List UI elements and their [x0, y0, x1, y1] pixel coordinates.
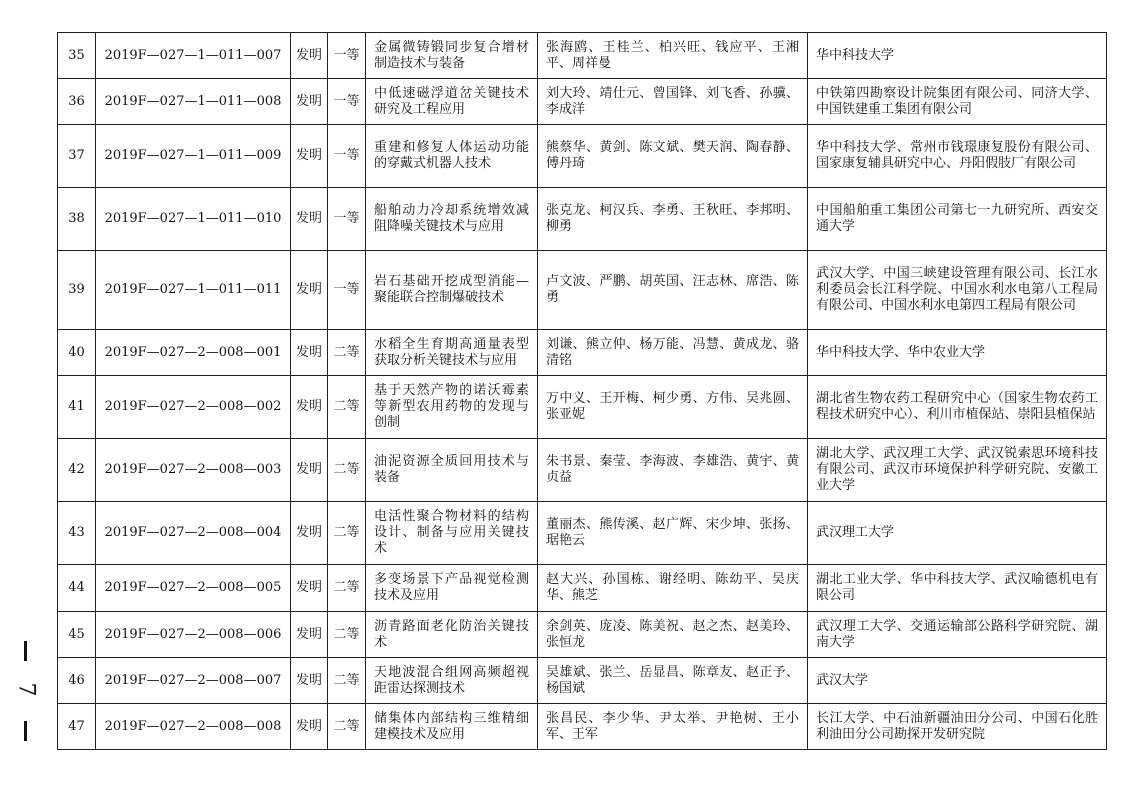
contributors-cell: 张克龙、柯汉兵、李勇、王秋旺、李邦明、柳勇 [538, 188, 808, 251]
registration-code-cell: 2019F—027—1—011—008 [96, 79, 291, 125]
row-number-cell: 35 [58, 33, 96, 79]
project-name-cell: 基于天然产物的诺沃霉素等新型农用药物的发现与创制 [366, 376, 538, 439]
page-number [12, 641, 40, 741]
award-type-cell: 发明 [291, 502, 328, 565]
registration-code-cell: 2019F—027—1—011—009 [96, 125, 291, 188]
contributors-cell: 余剑英、庞凌、陈美祝、赵之杰、赵美玲、张恒龙 [538, 612, 808, 658]
row-number-cell: 40 [58, 330, 96, 376]
award-table [57, 32, 1107, 750]
registration-code-cell: 2019F—027—1—011—010 [96, 188, 291, 251]
registration-code-cell: 2019F—027—2—008—005 [96, 565, 291, 612]
project-name-cell: 多变场景下产品视觉检测技术及应用 [366, 565, 538, 612]
table-row [58, 376, 1107, 439]
contributors-cell: 张昌民、李少华、尹太举、尹艳树、王小军、王军 [538, 704, 808, 750]
row-number-cell: 41 [58, 376, 96, 439]
row-number-cell: 46 [58, 658, 96, 704]
registration-code-cell: 2019F—027—2—008—001 [96, 330, 291, 376]
contributors-cell: 赵大兴、孙国栋、谢经明、陈幼平、吴庆华、熊芝 [538, 565, 808, 612]
registration-code-cell: 2019F—027—2—008—003 [96, 439, 291, 502]
award-type-cell: 发明 [291, 188, 328, 251]
project-name-cell: 重建和修复人体运动功能的穿戴式机器人技术 [366, 125, 538, 188]
row-number-cell: 37 [58, 125, 96, 188]
table-row [58, 565, 1107, 612]
table-row [58, 79, 1107, 125]
project-name-cell: 岩石基础开挖成型消能—聚能联合控制爆破技术 [366, 251, 538, 330]
table-row [58, 251, 1107, 330]
organizations-cell: 武汉理工大学 [808, 502, 1107, 565]
row-number-cell: 38 [58, 188, 96, 251]
contributors-cell: 熊蔡华、黄剑、陈文斌、樊天润、陶春静、傅丹琦 [538, 125, 808, 188]
contributors-cell: 朱书景、秦莹、李海波、李雄浩、黄宇、黄贞益 [538, 439, 808, 502]
project-name-cell: 天地波混合组网高频超视距雷达探测技术 [366, 658, 538, 704]
registration-code-cell: 2019F—027—2—008—006 [96, 612, 291, 658]
project-name-cell: 储集体内部结构三维精细建模技术及应用 [366, 704, 538, 750]
contributors-cell: 董丽杰、熊传溪、赵广辉、宋少坤、张扬、琚艳云 [538, 502, 808, 565]
award-grade-cell: 二等 [328, 565, 366, 612]
project-name-cell: 中低速磁浮道岔关键技术研究及工程应用 [366, 79, 538, 125]
award-grade-cell: 一等 [328, 125, 366, 188]
table-row [58, 330, 1107, 376]
registration-code-cell: 2019F—027—2—008—008 [96, 704, 291, 750]
contributors-cell: 张海鸥、王桂兰、柏兴旺、钱应平、王湘平、周祥曼 [538, 33, 808, 79]
project-name-cell: 金属微铸锻同步复合增材制造技术与装备 [366, 33, 538, 79]
award-grade-cell: 一等 [328, 33, 366, 79]
award-grade-cell: 二等 [328, 658, 366, 704]
award-grade-cell: 二等 [328, 376, 366, 439]
award-type-cell: 发明 [291, 704, 328, 750]
contributors-cell: 刘大玲、靖仕元、曾国锋、刘飞香、孙骥、李成洋 [538, 79, 808, 125]
table-row [58, 188, 1107, 251]
organizations-cell: 武汉理工大学、交通运输部公路科学研究院、湖南大学 [808, 612, 1107, 658]
organizations-cell: 湖北省生物农药工程研究中心（国家生物农药工程技术研究中心）、利川市植保站、崇阳县植保站 [808, 376, 1107, 439]
organizations-cell: 华中科技大学、常州市钱璟康复股份有限公司、国家康复辅具研究中心、丹阳假肢厂有限公司 [808, 125, 1107, 188]
award-type-cell: 发明 [291, 565, 328, 612]
page-number-dash-top [24, 641, 27, 661]
registration-code-cell: 2019F—027—2—008—004 [96, 502, 291, 565]
row-number-cell: 47 [58, 704, 96, 750]
award-grade-cell: 二等 [328, 612, 366, 658]
award-type-cell: 发明 [291, 439, 328, 502]
page-number-dash-bottom [24, 721, 27, 741]
table-row [58, 125, 1107, 188]
row-number-cell: 45 [58, 612, 96, 658]
contributors-cell: 万中义、王开梅、柯少勇、方伟、吴兆圆、张亚妮 [538, 376, 808, 439]
award-type-cell: 发明 [291, 33, 328, 79]
table-row [58, 439, 1107, 502]
award-grade-cell: 一等 [328, 188, 366, 251]
table-row [58, 33, 1107, 79]
project-name-cell: 电活性聚合物材料的结构设计、制备与应用关键技术 [366, 502, 538, 565]
row-number-cell: 44 [58, 565, 96, 612]
table-row [58, 612, 1107, 658]
award-type-cell: 发明 [291, 612, 328, 658]
award-grade-cell: 二等 [328, 502, 366, 565]
award-grade-cell: 二等 [328, 439, 366, 502]
row-number-cell: 39 [58, 251, 96, 330]
organizations-cell: 湖北大学、武汉理工大学、武汉锐索思环境科技有限公司、武汉市环境保护科学研究院、安徽工业大学 [808, 439, 1107, 502]
organizations-cell: 武汉大学、中国三峡建设管理有限公司、长江水利委员会长江科学院、中国水利水电第八工程局有限公司、中国水利水电第四工程局有限公司 [808, 251, 1107, 330]
award-type-cell: 发明 [291, 79, 328, 125]
contributors-cell: 吴雄斌、张兰、岳显昌、陈章友、赵正予、杨国斌 [538, 658, 808, 704]
award-type-cell: 发明 [291, 330, 328, 376]
registration-code-cell: 2019F—027—1—011—011 [96, 251, 291, 330]
organizations-cell: 华中科技大学、华中农业大学 [808, 330, 1107, 376]
project-name-cell: 沥青路面老化防治关键技术 [366, 612, 538, 658]
contributors-cell: 刘谦、熊立仲、杨万能、冯慧、黄成龙、骆清铭 [538, 330, 808, 376]
page-number-text: 7 [13, 682, 39, 697]
organizations-cell: 武汉大学 [808, 658, 1107, 704]
award-grade-cell: 二等 [328, 704, 366, 750]
organizations-cell: 湖北工业大学、华中科技大学、武汉喻德机电有限公司 [808, 565, 1107, 612]
award-grade-cell: 二等 [328, 330, 366, 376]
organizations-cell: 长江大学、中石油新疆油田分公司、中国石化胜利油田分公司勘探开发研究院 [808, 704, 1107, 750]
award-table-body [58, 33, 1107, 750]
award-grade-cell: 一等 [328, 79, 366, 125]
row-number-cell: 36 [58, 79, 96, 125]
project-name-cell: 船舶动力冷却系统增效减阻降噪关键技术与应用 [366, 188, 538, 251]
organizations-cell: 中铁第四勘察设计院集团有限公司、同济大学、中国铁建重工集团有限公司 [808, 79, 1107, 125]
row-number-cell: 42 [58, 439, 96, 502]
award-grade-cell: 一等 [328, 251, 366, 330]
registration-code-cell: 2019F—027—2—008—007 [96, 658, 291, 704]
table-row [58, 502, 1107, 565]
table-row [58, 704, 1107, 750]
row-number-cell: 43 [58, 502, 96, 565]
project-name-cell: 水稻全生育期高通量表型获取分析关键技术与应用 [366, 330, 538, 376]
contributors-cell: 卢文波、严鹏、胡英国、汪志林、席浩、陈勇 [538, 251, 808, 330]
organizations-cell: 华中科技大学 [808, 33, 1107, 79]
organizations-cell: 中国船舶重工集团公司第七一九研究所、西安交通大学 [808, 188, 1107, 251]
registration-code-cell: 2019F—027—1—011—007 [96, 33, 291, 79]
award-type-cell: 发明 [291, 376, 328, 439]
project-name-cell: 油泥资源全质回用技术与装备 [366, 439, 538, 502]
award-type-cell: 发明 [291, 125, 328, 188]
award-type-cell: 发明 [291, 658, 328, 704]
award-type-cell: 发明 [291, 251, 328, 330]
table-row [58, 658, 1107, 704]
registration-code-cell: 2019F—027—2—008—002 [96, 376, 291, 439]
